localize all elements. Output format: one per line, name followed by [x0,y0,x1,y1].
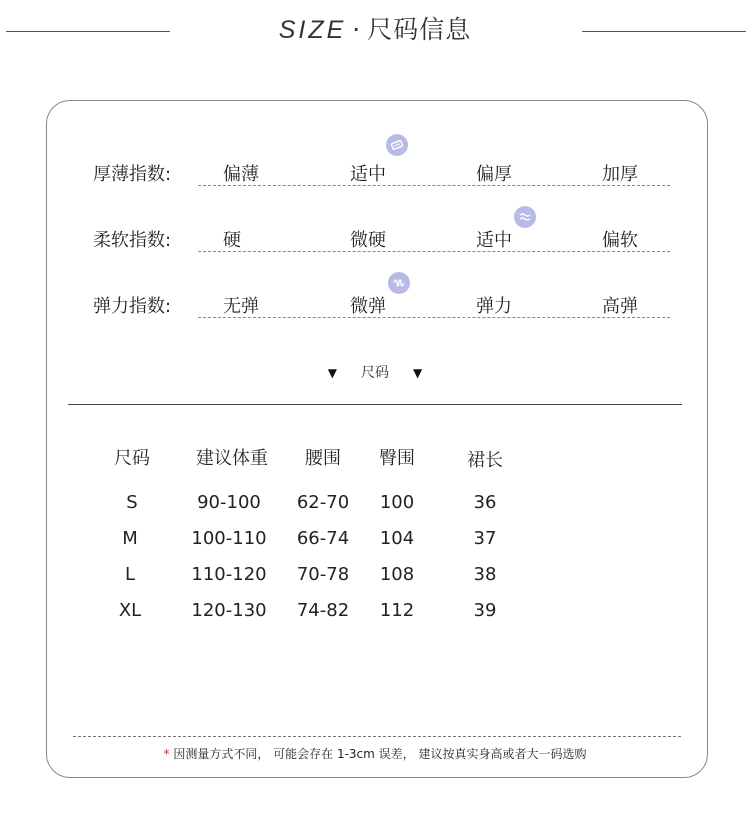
index-option: 偏薄 [223,164,259,185]
table-cell-weight: 110-120 [191,564,267,585]
index-label: 厚薄指数: [93,164,172,185]
measurement-note [0,745,750,762]
index-option: 无弹 [223,296,259,317]
index-option-selected [350,292,386,318]
index-option-selected [476,226,512,252]
index-row-thickness [0,160,750,200]
table-cell-waist: 74-82 [296,600,350,621]
table-cell-hip: 108 [379,564,415,585]
index-option: 弹力 [476,296,512,317]
page-title [0,10,750,46]
table-cell-weight: 120-130 [191,600,267,621]
table-cell-weight: 90-100 [197,492,261,513]
table-header-weight: 建议体重 [196,448,268,469]
index-option: 硬 [223,230,241,251]
table-cell-size: L [124,564,136,585]
note-text: 因测量方式不同， 可能会存在 1-3cm 误差， 建议按真实身高或者大一码选购 [173,747,587,761]
table-cell-size: XL [118,600,142,621]
title-dot: · [352,15,362,44]
index-row-elasticity [0,292,750,332]
wave-softness-icon [514,206,536,228]
spring-elasticity-icon [388,272,410,294]
note-asterisk: * [163,747,170,761]
table-header-hip: 臀围 [379,448,415,469]
table-header-size: 尺码 [114,448,150,469]
index-option: 偏软 [602,230,638,251]
index-label: 弹力指数: [93,296,172,317]
size-word: SIZE [278,16,347,44]
footer-dashed-line [73,736,681,737]
table-cell-hip: 100 [379,492,415,513]
index-label: 柔软指数: [93,230,172,251]
table-cell-skirt-length: 39 [473,600,497,621]
index-option: 高弹 [602,296,638,317]
fabric-thickness-icon [386,134,408,156]
size-section-heading [0,362,750,382]
table-cell-waist: 66-74 [296,528,350,549]
index-option: 微硬 [350,230,386,251]
table-header-skirt-length: 裙长 [467,450,503,471]
index-option-label: 适中 [350,164,386,185]
index-option-selected [350,160,386,186]
index-option-label: 微弹 [350,296,386,317]
index-dashed-line [198,317,670,318]
index-option-label: 适中 [476,230,512,251]
table-cell-skirt-length: 37 [473,528,497,549]
size-info-card [46,100,708,778]
table-cell-skirt-length: 36 [473,492,497,513]
index-option: 偏厚 [476,164,512,185]
table-cell-hip: 112 [379,600,415,621]
triangle-down-icon: ▼ [327,366,337,380]
table-cell-weight: 100-110 [191,528,267,549]
index-dashed-line [198,251,670,252]
section-title: 尺码 [361,365,389,381]
table-cell-skirt-length: 38 [473,564,497,585]
section-divider [68,404,682,405]
index-dashed-line [198,185,670,186]
table-cell-size: M [122,528,138,549]
table-cell-waist: 62-70 [296,492,350,513]
index-row-softness [0,226,750,266]
table-cell-hip: 104 [379,528,415,549]
title-text: 尺码信息 [367,15,472,44]
table-cell-size: S [126,492,138,513]
table-cell-waist: 70-78 [296,564,350,585]
index-option: 加厚 [602,164,638,185]
table-header-waist: 腰围 [305,448,341,469]
triangle-down-icon: ▼ [413,366,423,380]
